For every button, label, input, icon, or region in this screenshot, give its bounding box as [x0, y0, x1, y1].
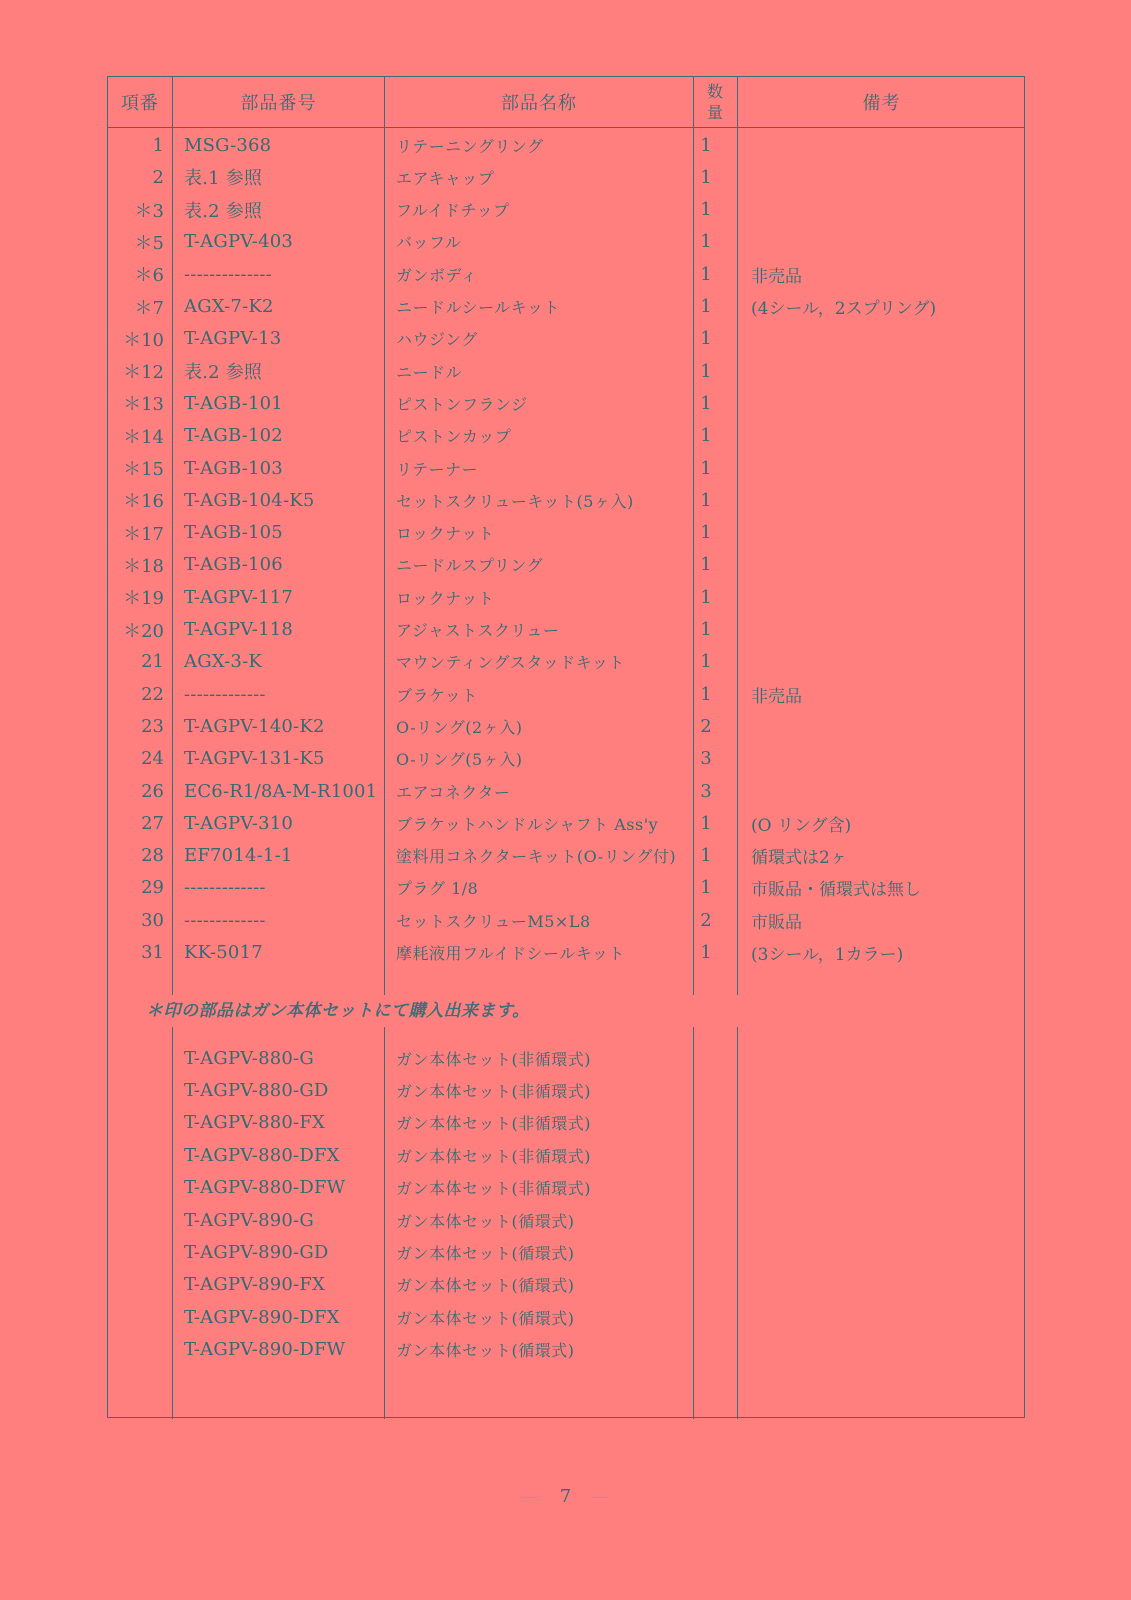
quantity: 1 [700, 942, 712, 963]
item-no: 29 [141, 877, 164, 899]
part-name: ガン本体セット(循環式) [396, 1211, 575, 1231]
part-name: リテーナー [396, 459, 479, 479]
table-row [108, 1236, 1024, 1268]
page-number-footer [0, 1486, 1131, 1507]
item-no: ＊10 [123, 329, 164, 351]
remark: 非売品 [751, 686, 802, 707]
quantity: 1 [700, 457, 712, 479]
part-no: EF7014-1-1 [184, 845, 293, 867]
part-no: T-AGPV-118 [184, 619, 294, 640]
part-name: ブラケット [396, 685, 478, 705]
quantity: 1 [700, 392, 712, 414]
part-no: T-AGPV-890-FX [184, 1274, 326, 1296]
quantity: 3 [700, 748, 712, 770]
part-name: エアコネクター [396, 782, 511, 802]
header-remarks: 備考 [862, 93, 901, 114]
part-no: AGX-7-K2 [184, 296, 274, 317]
table-row [108, 1107, 1024, 1139]
part-name: ガン本体セット(非循環式) [396, 1146, 591, 1166]
table-row [108, 581, 1024, 613]
table-row [108, 775, 1024, 807]
part-name: ガン本体セット(循環式) [396, 1308, 575, 1328]
table-row [108, 549, 1024, 581]
quantity: 1 [700, 199, 712, 221]
part-no: T-AGPV-880-FX [184, 1112, 326, 1134]
part-name: O-リング(2ヶ入) [396, 717, 523, 737]
page-number: 7 [559, 1486, 572, 1507]
table-row [108, 129, 1024, 161]
page-dash-right: — [590, 1486, 611, 1507]
part-name: 摩耗液用フルイドシールキット [396, 944, 625, 963]
part-name: フルイドチップ [396, 201, 510, 221]
item-no: ＊12 [123, 362, 164, 384]
page-dash-left: — [520, 1486, 541, 1507]
remark: 市販品 [751, 912, 802, 933]
table-row [108, 452, 1024, 484]
table-row [108, 484, 1024, 516]
quantity: 1 [700, 586, 712, 608]
part-no: AGX-3-K [184, 651, 263, 673]
remark: (O リング含) [751, 815, 852, 836]
part-no: T-AGPV-880-GD [184, 1079, 329, 1101]
table-row [108, 1204, 1024, 1236]
table-row [108, 743, 1024, 775]
quantity: 2 [700, 909, 712, 931]
table-row [108, 1042, 1024, 1074]
quantity: 1 [700, 845, 712, 867]
item-no: 27 [141, 812, 164, 834]
quantity: 1 [700, 296, 712, 317]
quantity: 1 [700, 231, 712, 253]
part-no: T-AGPV-117 [184, 586, 294, 608]
part-no: T-AGPV-131-K5 [184, 748, 325, 770]
part-no: T-AGPV-890-DFX [184, 1306, 340, 1328]
part-name: セットスクリューM5×L8 [396, 911, 591, 931]
part-no: 表.2 参照 [184, 362, 263, 384]
parts-table [107, 76, 1025, 1418]
part-no: 表.2 参照 [184, 200, 263, 222]
quantity: 1 [700, 134, 712, 156]
table-row [108, 1172, 1024, 1204]
part-name: ハウジング [396, 330, 478, 350]
part-no: ------------- [184, 683, 266, 705]
table-row [108, 161, 1024, 193]
header-qty-line1: 数 [706, 82, 724, 101]
part-no: T-AGB-104-K5 [184, 489, 315, 511]
part-no: T-AGPV-403 [184, 231, 294, 253]
table-row [108, 678, 1024, 710]
part-no: T-AGPV-13 [184, 328, 282, 350]
item-no: ＊3 [134, 200, 164, 222]
part-name: ガン本体セット(循環式) [396, 1341, 575, 1361]
item-no: 2 [152, 166, 164, 188]
remark: 市販品・循環式は無し [751, 880, 921, 901]
table-row [108, 258, 1024, 290]
item-no: 22 [141, 683, 164, 705]
quantity: 2 [700, 715, 712, 737]
part-no: T-AGB-101 [184, 392, 283, 414]
remark: 非売品 [751, 266, 802, 287]
part-no: T-AGPV-880-DFW [184, 1177, 346, 1199]
item-no: ＊20 [123, 620, 164, 642]
part-name: ロックナット [396, 588, 495, 608]
table-row [108, 710, 1024, 742]
part-name: ブラケットハンドルシャフト Ass'y [396, 814, 659, 834]
part-no: 表.1 参照 [184, 168, 263, 190]
part-name: ニードル [396, 362, 463, 382]
item-no: 26 [141, 780, 164, 802]
item-no: 30 [141, 909, 164, 931]
quantity: 1 [700, 877, 712, 899]
table-row [108, 517, 1024, 549]
part-name: プラグ 1/8 [396, 879, 479, 899]
table-row [108, 387, 1024, 419]
table-row [108, 323, 1024, 355]
quantity: 1 [700, 812, 712, 834]
table-row [108, 194, 1024, 226]
table-row [108, 646, 1024, 678]
part-name: ガン本体セット(非循環式) [396, 1114, 591, 1134]
part-no: MSG-368 [184, 134, 272, 156]
part-no: T-AGB-105 [184, 522, 283, 544]
header-qty [694, 77, 737, 127]
quantity: 1 [700, 651, 712, 673]
part-no: ------------- [184, 877, 266, 899]
remark: (4シール，2スプリング) [751, 299, 937, 319]
quantity: 1 [700, 683, 712, 705]
part-name: ガン本体セット(循環式) [396, 1276, 575, 1296]
part-no: T-AGPV-890-DFW [184, 1339, 346, 1361]
quantity: 1 [700, 554, 712, 576]
part-name: アジャストスクリュー [396, 621, 560, 640]
part-name: ガン本体セット(非循環式) [396, 1179, 591, 1199]
table-row [108, 291, 1024, 323]
quantity: 1 [700, 328, 712, 350]
part-name: O-リング(5ヶ入) [396, 750, 523, 770]
table-row [108, 1139, 1024, 1171]
table-row [108, 1334, 1024, 1366]
part-no: EC6-R1/8A-M-R1001 [184, 780, 378, 802]
table-row [108, 226, 1024, 258]
part-name: ニードルスプリング [396, 556, 544, 576]
item-no: ＊13 [123, 394, 164, 416]
item-no: ＊19 [123, 588, 164, 610]
part-no: T-AGB-103 [184, 457, 283, 479]
item-no: ＊16 [123, 491, 164, 513]
quantity: 1 [700, 619, 712, 640]
quantity: 1 [700, 489, 712, 511]
table-row [108, 614, 1024, 646]
remark: 循環式は2ヶ [751, 848, 847, 869]
item-no: 23 [141, 715, 164, 737]
item-no: 21 [141, 651, 164, 673]
header-divider [108, 127, 1024, 128]
part-name: エアキャップ [396, 168, 495, 188]
item-no: ＊18 [123, 555, 164, 577]
part-name: 塗料用コネクターキット(O-リング付) [396, 847, 677, 867]
table-row [108, 1269, 1024, 1301]
table-row [108, 355, 1024, 387]
table-row [108, 807, 1024, 839]
table-row [108, 420, 1024, 452]
part-no: T-AGPV-890-G [184, 1209, 314, 1231]
item-no: ＊17 [123, 523, 164, 545]
item-no: 31 [141, 942, 164, 963]
part-no: T-AGPV-140-K2 [184, 715, 325, 737]
remark: (3シール，1カラー) [751, 945, 904, 965]
table-row [108, 937, 1024, 969]
quantity: 1 [700, 522, 712, 544]
part-no: T-AGB-102 [184, 425, 283, 447]
part-no: KK-5017 [184, 942, 263, 963]
quantity: 1 [700, 425, 712, 447]
item-no: ＊5 [134, 232, 164, 254]
part-no: ------------- [184, 909, 266, 931]
header-part-name: 部品名称 [501, 93, 577, 114]
part-name: ピストンフランジ [396, 394, 528, 414]
table-row [108, 904, 1024, 936]
part-name: リテーニングリング [396, 136, 544, 156]
item-no: ＊15 [123, 459, 164, 480]
part-no: T-AGPV-880-G [184, 1047, 314, 1069]
part-no: T-AGB-106 [184, 554, 283, 576]
part-name: ガン本体セット(非循環式) [396, 1049, 591, 1069]
table-row [108, 872, 1024, 904]
part-name: ロックナット [396, 524, 495, 544]
part-name: ピストンカップ [396, 427, 512, 447]
table-row [108, 840, 1024, 872]
item-no: 28 [141, 845, 164, 867]
part-no: -------------- [184, 263, 272, 285]
header-qty-line2: 量 [706, 103, 724, 122]
part-name: ガン本体セット(循環式) [396, 1243, 575, 1263]
part-no: T-AGPV-880-DFX [184, 1144, 340, 1166]
part-no: T-AGPV-310 [184, 812, 294, 834]
part-no: T-AGPV-890-GD [184, 1241, 329, 1263]
item-no: 24 [141, 748, 164, 770]
header-part-no: 部品番号 [240, 93, 317, 114]
part-name: マウンティングスタッドキット [396, 653, 625, 673]
part-name: ガン本体セット(非循環式) [396, 1081, 591, 1101]
item-no: ＊7 [134, 297, 164, 319]
header-item-no: 項番 [121, 93, 159, 114]
set-purchase-note: ＊印の部品はガン本体セットにて購入出来ます。 [146, 995, 786, 1027]
part-name: ガンボディ [396, 265, 478, 285]
table-row [108, 1301, 1024, 1333]
table-row [108, 1074, 1024, 1106]
item-no: ＊6 [134, 265, 164, 287]
quantity: 1 [700, 166, 712, 188]
quantity: 1 [700, 263, 712, 285]
item-no: 1 [152, 134, 164, 156]
quantity: 3 [700, 780, 712, 802]
quantity: 1 [700, 360, 712, 382]
part-name: バッフル [396, 233, 462, 253]
part-name: セットスクリューキット(5ヶ入) [396, 491, 634, 511]
item-no: ＊14 [123, 426, 164, 448]
part-name: ニードルシールキット [396, 298, 560, 317]
